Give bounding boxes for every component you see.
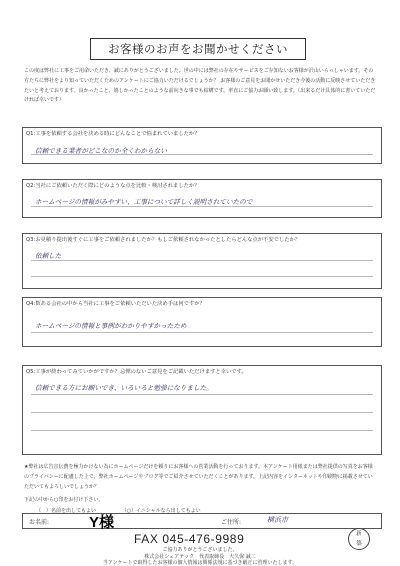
question-box-1: [22, 127, 382, 164]
name-label: お名前:: [29, 519, 50, 526]
answer-line: [31, 394, 373, 395]
name-address-box: [22, 513, 382, 529]
page-title: お客様のお声をお聞かせください: [90, 38, 306, 60]
answer-text: 依頼した: [35, 252, 62, 260]
intro-text: この度は弊社に工事をご用命いただき、誠にありがとうございました。世の中には弊社の存在やサービスをご存知ないお客様が沢山いらっしゃいます。その方たちに弊社をより知っていただくためのアンケートにご協力いただけるでしょうか？ お客様のご意見をお聞かせいただき今後の活動に反映させていただきたいと考えております。良かったこと、嬉しかったことのような前向きな事でも結構です。率直にご協力お願い致します。（出来るだけ具体的に書いていただければ幸いです）: [24, 68, 376, 104]
answer-line: [31, 412, 373, 413]
question-box-4: [22, 297, 382, 347]
answer-text: 信頼できる業者がどこなのか全くわからない: [35, 147, 167, 155]
address-label: ご住所:: [221, 519, 242, 526]
question-box-2: [22, 179, 382, 218]
publication-note: ★弊社は広告宣伝費を極力かけない為にホームページだけを頼りにお客様への営業活動を行っております。本アンケート用紙または弊社提供の写真をお客様のプライバシーに配慮した上で、弊社ホームページやブログ等でご紹介させていただくことがあります。上記内容をインターネットや印刷物に掲載させていただいてもよろしいでしょうか？: [24, 464, 373, 490]
question-label: Q2:当社にご依頼いただく際にどのような点を比較・検討されましたか？: [26, 183, 200, 189]
stamp-icon: 新 築: [348, 528, 370, 550]
option-initials[interactable]: （○）イニシャルなら出してもよい: [121, 508, 201, 514]
customer-address: 横浜市: [267, 516, 288, 524]
customer-name: Y様: [89, 514, 115, 531]
question-box-3: [22, 233, 382, 289]
privacy-line: 当アンケートで取得したお客様の個人情報は関係法規に基づき厳正に管理いたします。: [102, 560, 298, 566]
thanks-line: ご協力ありがとうございました。: [162, 547, 238, 553]
answer-line: [31, 276, 373, 277]
answer-line: [31, 332, 373, 333]
fax-number: FAX 045-476-9989: [134, 532, 245, 546]
question-label: Q1:工事を依頼する会社を決める時にどんなことで悩まれていましたか？: [26, 131, 200, 137]
question-label: Q4:数ある会社の中から当社に工事をご依頼いただいた決め手は何ですか？: [26, 301, 205, 307]
answer-text: ホームページの情報と事例がわかりやすかったため: [35, 322, 187, 330]
answer-line: [31, 206, 373, 207]
question-box-5: [22, 365, 382, 455]
option-full-name[interactable]: （ ）名前を出してもよい: [36, 508, 97, 514]
company-line: 株式会社シェアテック 代表取締役 大久保 誠二: [144, 554, 256, 560]
answer-text: 信頼できる方にお願いでき、いろいろと勉強になりました。: [35, 384, 213, 392]
question-label: Q3:お見積り提出後すぐに工事をご依頼されましたか？もしご依頼されなかったとしたらどんな点が不安でしたか？: [26, 237, 301, 243]
answer-line: [31, 430, 373, 431]
consent-instruction: 下記の中から○印をお付け下さい。: [24, 497, 104, 503]
answer-line: [31, 260, 373, 261]
answer-text: ホームページの情報がみやすい、工事について詳しく説明されていたので: [35, 198, 253, 206]
answer-line: [31, 154, 373, 155]
question-label: Q5:工事が終わってみていかがですか？忌憚のないご意見をご記載いただけますと幸いです。: [26, 369, 247, 375]
